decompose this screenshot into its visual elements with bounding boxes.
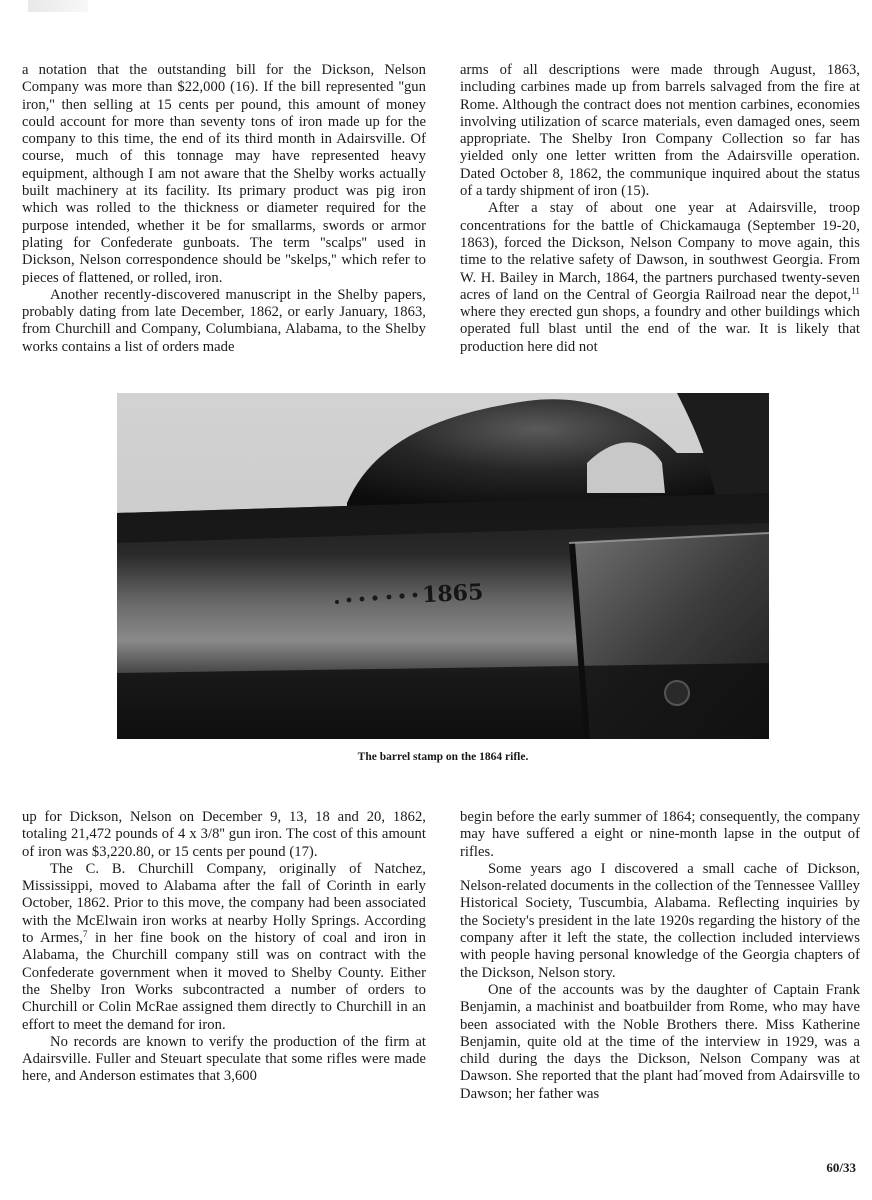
paragraph: Another recently-discovered manuscript in the Shelby papers, probably dating from late December, 1862, or early January, 1863, from Churchill and Company, Columbiana, Alabama, to the Shelby works contains a list of orders made: [22, 286, 426, 355]
barrel-stamp-text: 1865: [421, 579, 484, 609]
column-top-right: [460, 62, 860, 356]
paragraph: [22, 861, 426, 1034]
barrel-stamp-photo: [117, 393, 769, 739]
column-bottom-left: [22, 809, 426, 1086]
paragraph: up for Dickson, Nelson on December 9, 13, 18 and 20, 1862, totaling 21,472 pounds of 4 x 3/8'' gun iron. The cost of this amount of iron was $3,220.80, or 15 cents per pound (17).: [22, 809, 426, 860]
footnote-ref: 7: [82, 929, 88, 940]
footnote-ref: 11: [851, 285, 860, 296]
paragraph: No records are known to verify the production of the firm at Adairsville. Fuller and Steuart speculate that some rifles were made here, and Anderson estimates that 3,600: [22, 1033, 426, 1085]
paragraph: begin before the early summer of 1864; consequently, the company may have suffered a eight or nine-month lapse in the output of rifles.: [460, 809, 860, 860]
paragraph: One of the accounts was by the daughter of Captain Frank Benjamin, a machinist and boatbuilder from Rome, who may have been associated with the Noble Brothers there. Miss Katherine Benjamin, quite old at the time of the interview in 1929, was a child during the days the Dickson, Nelson Company was at Dawson. She reported that the plant had´moved from Adairsville to Dawson; her father was: [460, 981, 860, 1102]
page-number: 60/33: [826, 1160, 856, 1175]
paragraph-text: After a stay of about one year at Adairsville, troop concentrations for the battle of Chickamauga (September 19-20, 1863), forced the Dickson, Nelson Company to move again, this time to the relative safety of Dawson, in southwest Georgia. From W. H. Bailey in March, 1864, the partners purchased twenty-seven acres of land on the Central of Georgia Railroad near the depot,: [460, 200, 860, 303]
figure-caption: The barrel stamp on the 1864 rifle.: [357, 751, 529, 763]
paragraph-text: The C. B. Churchill Company, originally of Natchez, Mississippi, moved to Alabama after the fall of Corinth in early October, 1862. Prior to this move, the company had been associated with the McElwain iron works at nearby Holly Springs. According to Armes,: [22, 860, 426, 947]
column-top-left: [22, 62, 426, 356]
paragraph: Some years ago I discovered a small cache of Dickson, Nelson-related documents in the collection of the Tennessee Vallley Historical Society, Tuscumbia, Alabama. Reflecting inquiries by the Society's president in the late 1920s regarding the history of the company after it left the state, the collection included interviews with people having personal knowledge of the Georgia chapters of the Dickson, Nelson story.: [460, 860, 860, 981]
column-bottom-right: [460, 809, 860, 1103]
paragraph: a notation that the outstanding bill for the Dickson, Nelson Company was more than $22,000 (16). If the bill represented ''gun iron,'' then selling at 15 cents per pound, this amount of money could account for more than seventy tons of iron made up for the company to this time, the end of its third month in Adairsville. Of course, much of this tonnage may have represented heavy equipment, although I am not aware that the Shelby works actually built machinery at its facility. Its primary product was pig iron which was rolled to the thickness or diameter required for the purpose intended, whether it be for smallarms, swords or armor plating for Confederate gunboats. The term ''scalps'' used in Dickson, Nelson correspondence should be ''skelps,'' which refer to pieces of flattened, or rolled, iron.: [22, 62, 426, 286]
paragraph: arms of all descriptions were made through August, 1863, including carbines made up from barrels salvaged from the fire at Rome. Although the contract does not mention carbines, economies involving utilization of scarce materials, even damaged ones, seem appropriate. The Shelby Iron Company Collection so far has yielded only one letter written from the Adairsville operation. Dated October 8, 1862, the communique inquired about the status of a tardy shipment of iron (15).: [460, 62, 860, 200]
paragraph-text: where they erected gun shops, a foundry and other buildings which operated full blast until the end of the war. It is likely that production here did not: [460, 304, 860, 355]
paragraph-text: in her fine book on the history of coal and iron in Alabama, the Churchill company still was on contract with the Confederate government when it moved to Shelby County. Either the Shelby Iron Works subcontracted a number of orders to Churchill or Colin McRae assigned them directly to Churchill in an effort to meet the demand for iron.: [22, 930, 426, 1033]
scan-corner-mark: [28, 0, 88, 12]
paragraph: [460, 200, 860, 356]
